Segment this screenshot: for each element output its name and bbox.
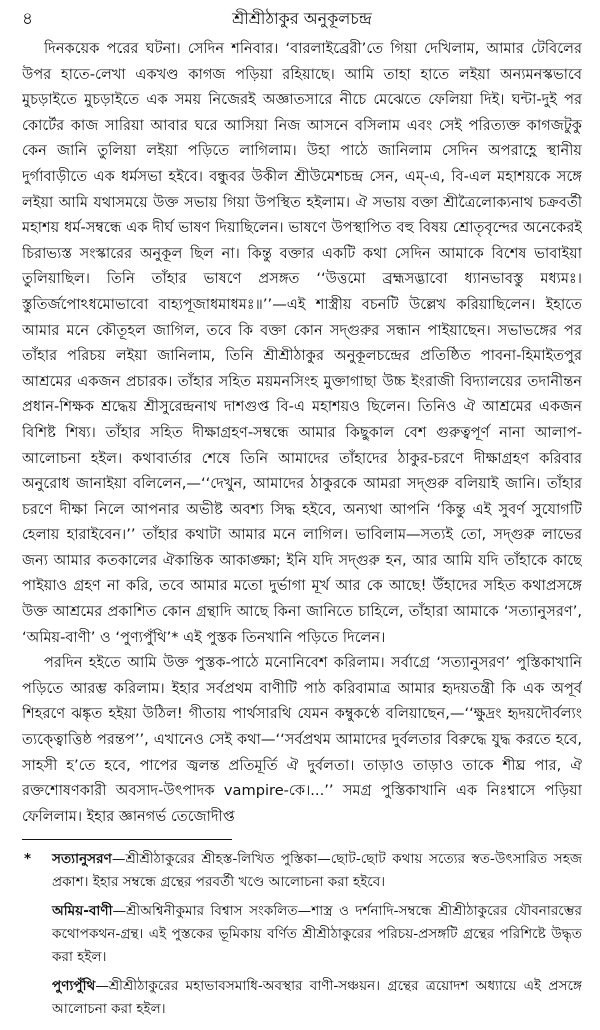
- footnote-text: —শ্রীঅশ্বিনীকুমার বিশ্বাস সংকলিত—শাস্ত্র ও দর্শনাদি-সম্বন্ধে শ্রীশ্রীঠাকুরের যৌবনারম্ভের কথোপকথন-গ্রন্থ। এই পুস্তকের ভূমিকায় বর্ণিত শ্রীশ্রীঠাকুরের পরিচয়-প্রসঙ্গটি গ্রন্থের পরিশিষ্টে উদ্ধৃত করা হইল।: [52, 903, 582, 966]
- footnotes: [22, 848, 582, 1021]
- page-number: ৪: [22, 9, 34, 29]
- footnote-text: —শ্রীশ্রীঠাকুরের মহাভাবসমাধি-অবস্থার বাণী-সঞ্চয়ন। গ্রন্থের ত্রয়োদশ অধ্যায়ে এই প্রসঙ্গে আলোচনা করা হইল।: [52, 978, 582, 1018]
- running-header: [22, 6, 582, 32]
- footnote-asterisk: *: [24, 851, 32, 868]
- paragraph-1: দিনকয়েক পরের ঘটনা। সেদিন শনিবার। ‘বারলাইব্রেরী’তে গিয়া দেখিলাম, আমার টেবিলের উপর হাতে-লেখা একখণ্ড কাগজ পড়িয়া রহিয়াছে। আমি তাহা হাতে লইয়া অন্যমনস্কভাবে মুচড়াইতে মুচড়াইতে এক সময় নিজেরই অজ্ঞাতসারে নীচে মেঝেতে ফেলিয়া দিই। ঘন্টা-দুই পর কোর্টের কাজ সারিয়া আবার ঘরে আসিয়া নিজ আসনে বসিলাম এবং সেই পরিত্যক্ত কাগজটুকু কেন জানি তুলিয়া লইয়া পড়িতে লাগিলাম। উহা পাঠে জানিলাম সেদিন অপরাহ্ণে স্থানীয় দুর্গাবাড়ীতে এক ধর্মসভা হইবে। বন্ধুবর উকীল শ্রীউমেশচন্দ্র সেন, এম্-এ, বি-এল মহাশয়কে সঙ্গে লইয়া আমি যথাসময়ে উক্ত সভায় গিয়া উপস্থিত হইলাম। ঐ সভায় বক্তা শ্রীত্রৈলোক্যনাথ চক্রবর্তী মহাশয় ধর্ম-সম্বন্ধে এক দীর্ঘ ভাষণ দিয়াছিলেন। ভাষণে উপস্থাপিত বহু বিষয় শ্রোতৃবৃন্দের অনেকেরই চিরাভ্যস্ত সংস্কারের অনুকূল ছিল না। কিন্তু বক্তার একটি কথা সেদিন আমাকে বিশেষ ভাবাইয়া তুলিয়াছিল। তিনি তাঁহার ভাষণে প্রসঙ্গত ‘‘উত্তমো ব্রহ্মসদ্ভাবো ধ্যানভাবস্তু মধ্যমঃ। স্তুতির্জপোঽধমোভাবো বাহ্যপূজাধমাধমঃ॥’’—এই শাস্ত্রীয় বচনটি উল্লেখ করিয়াছিলেন। ইহাতে আমার মনে কৌতূহল জাগিল, তবে কি বক্তা কোন সদ্গুরুর সন্ধান পাইয়াছেন। সভাভঙ্গের পর তাঁহার পরিচয় লইয়া জানিলাম, তিনি শ্রীশ্রীঠাকুর অনুকূলচন্দ্রের প্রতিষ্ঠিত পাবনা-হিমাইতপুর আশ্রমের একজন প্রচারক। তাঁহার সহিত ময়মনসিংহ মুক্তাগাছা উচ্চ ইংরাজী বিদ্যালয়ের তদানীন্তন প্রধান-শিক্ষক শ্রদ্ধেয় শ্রীসুরেন্দ্রনাথ দাশগুপ্ত বি-এ মহাশয়ও ছিলেন। তিনিও ঐ আশ্রমের একজন বিশিষ্ট শিষ্য। তাঁহার সহিত দীক্ষাগ্রহণ-সম্বন্ধে আমার কিছুকাল বেশ গুরুত্বপূর্ণ নানা আলাপ-আলোচনা হইল। কথাবার্তার শেষে তিনি আমাদের তাঁহাদের ঠাকুর-চরণে দীক্ষাগ্রহণ করিবার অনুরোধ জানাইয়া বলিলেন,—‘‘দেখুন, আমাদের ঠাকুরকে আমরা সদ্গুরু বলিয়াই জানি। তাঁহার চরণে দীক্ষা নিলে আপনার অভীষ্ট অবশ্য সিদ্ধ হইবে, অন্যথা আপনি ‘কিন্তু এই সুবর্ণ সুযোগটি হেলায় হারাইবেন।’’ তাঁহার কথাটা আমার মনে লাগিল। ভাবিলাম—সত্যই তো, সদ্গুরু লাভের জন্য আমার কতকালের ঐকান্তিক আকাঙ্ক্ষা; ইনি যদি সদ্গুরু হন, আর আমি যদি তাঁহাকে কাছে পাইয়াও গ্রহণ না করি, তবে আমার মতো দুর্ভাগা মূর্খ আর কে আছে! উঁহাদের সহিত কথাপ্রসঙ্গে উক্ত আশ্রমের প্রকাশিত কোন গ্রন্থাদি আছে কিনা জানিতে চাহিলে, তাঁহারা আমাকে ‘সত্যানুসরণ’, ‘অমিয়-বাণী’ ও ‘পুণ্যপুঁথি’* এই পুস্তক তিনখানি পড়িতে দিলেন।: [22, 40, 582, 646]
- footnote-term: অমিয়-বাণী: [52, 903, 113, 920]
- paragraph-2: পরদিন হইতে আমি উক্ত পুস্তক-পাঠে মনোনিবেশ করিলাম। সর্বাগ্রে ‘সত্যানুসরণ’ পুস্তিকাখানি পড়িতে আরম্ভ করিলাম। ইহার সর্বপ্রথম বাণীটি পাঠ করিবামাত্র আমার হৃদয়তন্ত্রী কি এক অপূর্ব শিহরণে ঝঙ্কৃত হইয়া উঠিল! গীতায় পার্থসারথি যেমন কম্বুকণ্ঠে বলিয়াছেন,—‘‘ক্ষুদ্রং হৃদয়দৌর্বল্যং ত্যক্ত্বোত্তিষ্ঠ পরন্তপ’’, এখানেও সেই কথা—‘‘সর্বপ্রথম আমাদের দুর্বলতার বিরুদ্ধে যুদ্ধ করতে হবে, সাহসী হ’তে হবে, পাপের জ্বলন্ত প্রতিমূর্তি ঐ দুর্বলতা। তাড়াও তাড়াও তাকে শীঘ্র পার, ঐ রক্তশোষণকারী অবসাদ-উৎপাদক vampire-কে।...’’ সমগ্র পুস্তিকাখানি এক নিঃশ্বাসে পড়িয়া ফেলিলাম। ইহার জ্ঞানগর্ভ তেজোদীপ্ত: [22, 654, 582, 825]
- running-title: শ্রীশ্রীঠাকুর অনুকূলচন্দ্র: [232, 9, 372, 28]
- footnote-term: পুণ্যপুঁথি: [52, 978, 96, 995]
- main-text: [22, 36, 582, 829]
- footnote-satyanusaran: [22, 848, 582, 894]
- book-page: [22, 6, 582, 1024]
- footnote-amiya-bani: [22, 900, 582, 969]
- footnote-divider: [22, 839, 232, 840]
- footnote-punyaputhi: [22, 975, 582, 1021]
- footnote-text: —শ্রীশ্রীঠাকুরের শ্রীহস্ত-লিখিত পুস্তিকা—ছোট-ছোট কথায় সত্যের স্বত-উৎসারিত সহজ প্রকাশ। ইহার সম্বন্ধে গ্রন্থের পরবর্তী খণ্ডে আলোচনা করা হইবে।: [52, 851, 582, 891]
- footnote-term: সত্যানুসরণ: [52, 851, 112, 868]
